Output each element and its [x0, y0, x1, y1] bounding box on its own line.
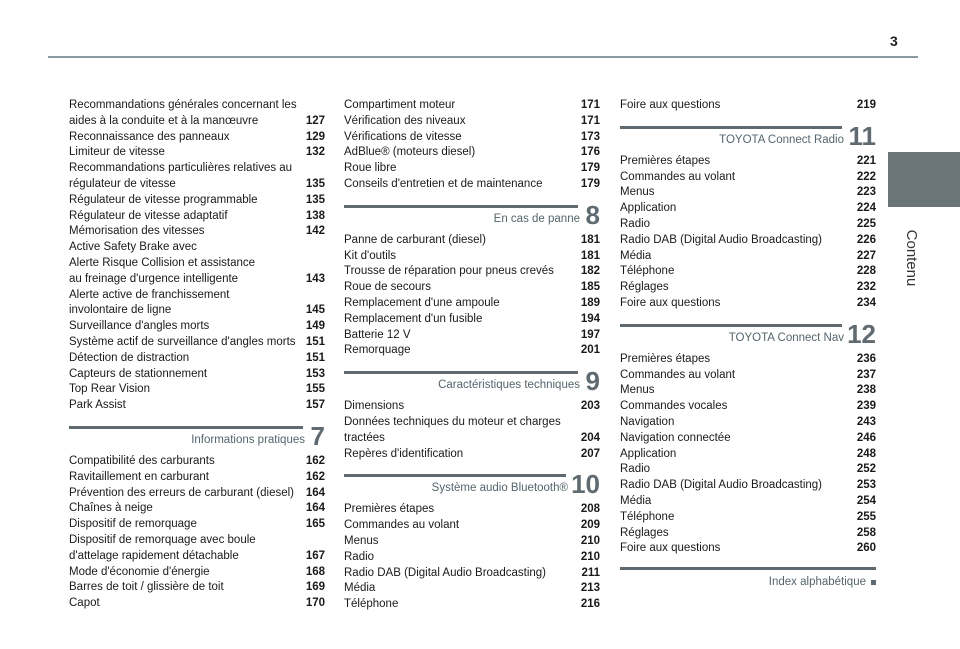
- toc-column-1: [69, 98, 325, 612]
- toc-entry[interactable]: [69, 161, 325, 177]
- toc-entry-page: 213: [580, 582, 600, 595]
- toc-entry-page: 173: [580, 130, 600, 143]
- toc-entry[interactable]: [344, 249, 600, 265]
- index-link[interactable]: [769, 575, 876, 591]
- toc-entry[interactable]: [620, 510, 876, 526]
- toc-entry[interactable]: [620, 399, 876, 415]
- toc-entry-page: 252: [856, 463, 876, 476]
- toc-entry[interactable]: [620, 352, 876, 368]
- toc-entry-title: Premières étapes: [344, 503, 435, 516]
- toc-entry-title: Foire aux questions: [620, 296, 721, 309]
- toc-entry-page: 208: [580, 503, 600, 516]
- toc-entry-page: 237: [856, 368, 876, 381]
- toc-entry-page: 221: [856, 154, 876, 167]
- toc-entry[interactable]: [344, 130, 600, 146]
- toc-entry-title: Reconnaissance des panneaux: [69, 130, 230, 143]
- toc-entry[interactable]: [344, 581, 600, 597]
- toc-entry-title: Mode d'économie d'énergie: [69, 565, 210, 578]
- toc-entry[interactable]: [620, 233, 876, 249]
- toc-entry[interactable]: [620, 154, 876, 170]
- toc-entry-page: 246: [856, 431, 876, 444]
- toc-entry[interactable]: [344, 296, 600, 312]
- toc-entry-title: Commandes au volant: [620, 368, 736, 381]
- toc-entry[interactable]: [344, 264, 600, 280]
- toc-entry[interactable]: [620, 185, 876, 201]
- toc-entry-page: 203: [580, 400, 600, 413]
- toc-entry-title: Capteurs de stationnement: [69, 367, 208, 380]
- toc-entry-title: Prévention des erreurs de carburant (diesel): [69, 486, 295, 499]
- toc-entry[interactable]: [344, 447, 600, 463]
- toc-entry[interactable]: [69, 98, 325, 114]
- section-rule: [69, 426, 303, 429]
- toc-entry[interactable]: [69, 145, 325, 161]
- section-number: 10: [571, 469, 600, 500]
- toc-entry-title: Roue de secours: [344, 281, 431, 294]
- toc-entry[interactable]: [344, 534, 600, 550]
- toc-entry-page: 145: [305, 304, 325, 317]
- toc-entry-title: Ravitaillement en carburant: [69, 470, 209, 483]
- toc-entry-page: 168: [305, 565, 325, 578]
- toc-entry[interactable]: [620, 98, 876, 114]
- toc-entry-title: aides à la conduite et à la manœuvre: [69, 114, 259, 127]
- toc-entry-page: 135: [305, 193, 325, 206]
- section-title: TOYOTA Connect Nav: [728, 331, 844, 344]
- toc-entry-page: 149: [305, 320, 325, 333]
- section-7-header: [69, 420, 325, 451]
- toc-entry-page: 127: [305, 114, 325, 127]
- toc-entry-page: 210: [580, 534, 600, 547]
- toc-entry-page: 182: [580, 265, 600, 278]
- toc-entry-page: 223: [856, 186, 876, 199]
- toc-entry[interactable]: [69, 114, 325, 130]
- toc-entry-title: Trousse de réparation pour pneus crevés: [344, 265, 554, 278]
- toc-entry[interactable]: [620, 217, 876, 233]
- toc-entry-title: Barres de toit / glissière de toit: [69, 581, 224, 594]
- toc-entry-title: Réglages: [620, 281, 669, 294]
- section-number: 8: [585, 199, 600, 230]
- toc-entry-page: 194: [580, 312, 600, 325]
- toc-entry[interactable]: [620, 264, 876, 280]
- toc-entry-page: 248: [856, 447, 876, 460]
- toc-entry-title: Menus: [344, 534, 379, 547]
- toc-entry[interactable]: [69, 367, 325, 383]
- toc-entry-page: 151: [305, 335, 325, 348]
- toc-entry-page: 207: [580, 447, 600, 460]
- toc-entry[interactable]: [69, 288, 325, 304]
- toc-entry-title: AdBlue® (moteurs diesel): [344, 146, 476, 159]
- toc-entry[interactable]: [620, 541, 876, 557]
- toc-entry-page: 204: [580, 431, 600, 444]
- toc-entry[interactable]: [69, 224, 325, 240]
- side-tab-label: Contenu: [903, 229, 920, 287]
- toc-entry-title: Menus: [620, 186, 655, 199]
- toc-entry[interactable]: [344, 145, 600, 161]
- toc-entry-title: au freinage d'urgence intelligente: [69, 272, 239, 285]
- toc-entry[interactable]: [620, 462, 876, 478]
- toc-entry-title: Vérifications de vitesse: [344, 130, 462, 143]
- side-tab[interactable]: [888, 152, 960, 207]
- toc-entry-page: 170: [305, 597, 325, 610]
- toc-entry-title: Repères d'identification: [344, 447, 464, 460]
- toc-entry-title: Park Assist: [69, 399, 126, 412]
- toc-entry[interactable]: [69, 454, 325, 470]
- toc-entry-page: 239: [856, 400, 876, 413]
- toc-entry-page: 225: [856, 217, 876, 230]
- toc-entry[interactable]: [620, 201, 876, 217]
- toc-entry-title: Détection de distraction: [69, 351, 190, 364]
- toc-entry-page: 157: [305, 399, 325, 412]
- toc-entry-title: Téléphone: [620, 265, 675, 278]
- toc-entry[interactable]: [344, 431, 600, 447]
- index-header[interactable]: [620, 567, 876, 589]
- toc-entry-title: Média: [620, 494, 652, 507]
- section-number: 11: [848, 120, 876, 151]
- toc-entry-title: Capot: [69, 597, 100, 610]
- toc-entry-title: Dimensions: [344, 400, 405, 413]
- toc-entry-page: 211: [581, 566, 600, 579]
- toc-entry[interactable]: [344, 177, 600, 193]
- toc-entry-page: 138: [305, 209, 325, 222]
- toc-entry[interactable]: [344, 415, 600, 431]
- toc-entry-title: Mémorisation des vitesses: [69, 225, 205, 238]
- toc-entry-page: 238: [856, 384, 876, 397]
- toc-entry-title: Régulateur de vitesse adaptatif: [69, 209, 228, 222]
- side-tab-label-box: [870, 208, 960, 308]
- toc-entry-page: 216: [580, 598, 600, 611]
- toc-entry-title: Radio: [344, 550, 375, 563]
- toc-entry-title: régulateur de vitesse: [69, 177, 176, 190]
- toc-entry-title: Réglages: [620, 526, 669, 539]
- toc-entry-title: Vérification des niveaux: [344, 114, 466, 127]
- toc-entry-page: 227: [856, 249, 876, 262]
- toc-entry-page: 209: [580, 519, 600, 532]
- toc-entry[interactable]: [620, 447, 876, 463]
- toc-entry-title: Remplacement d'une ampoule: [344, 296, 500, 309]
- toc-entry-title: Radio: [620, 463, 651, 476]
- index-label: Index alphabétique: [768, 576, 866, 589]
- toc-entry-page: 189: [580, 296, 600, 309]
- toc-entry[interactable]: [69, 382, 325, 398]
- toc-entry-page: 254: [856, 494, 876, 507]
- toc-entry[interactable]: [344, 597, 600, 613]
- toc-entry[interactable]: [69, 335, 325, 351]
- toc-entry[interactable]: [69, 272, 325, 288]
- toc-entry-title: Limiteur de vitesse: [69, 146, 165, 159]
- toc-entry-page: 234: [856, 296, 876, 309]
- toc-entry-title: Alerte active de franchissement: [69, 288, 230, 301]
- toc-entry-page: 201: [580, 344, 600, 357]
- toc-entry-title: Application: [620, 447, 677, 460]
- toc-entry[interactable]: [344, 312, 600, 328]
- toc-entry-title: Batterie 12 V: [344, 328, 411, 341]
- toc-entry[interactable]: [620, 383, 876, 399]
- toc-entry[interactable]: [69, 470, 325, 486]
- toc-entry-page: 169: [305, 581, 325, 594]
- toc-entry-title: Navigation: [620, 415, 675, 428]
- toc-entry-title: Commandes au volant: [620, 170, 736, 183]
- toc-entry-title: Application: [620, 202, 677, 215]
- toc-entry-page: 171: [580, 114, 600, 127]
- toc-entry-page: 162: [305, 470, 325, 483]
- toc-entry[interactable]: [620, 478, 876, 494]
- toc-entry-page: 181: [580, 233, 600, 246]
- toc-entry[interactable]: [69, 240, 325, 256]
- toc-entry[interactable]: [620, 280, 876, 296]
- toc-entry-page: 255: [856, 510, 876, 523]
- toc-entry-title: Alerte Risque Collision et assistance: [69, 256, 256, 269]
- toc-entry[interactable]: [620, 296, 876, 312]
- section-8-header: [344, 199, 600, 230]
- toc-entry-page: 228: [856, 265, 876, 278]
- toc-entry[interactable]: [69, 398, 325, 414]
- toc-entry[interactable]: [344, 502, 600, 518]
- toc-column-2: [344, 98, 600, 613]
- toc-entry-title: Recommandations générales concernant les: [69, 99, 297, 111]
- toc-entry-title: Surveillance d'angles morts: [69, 320, 210, 333]
- toc-entry[interactable]: [344, 280, 600, 296]
- toc-entry-title: Média: [344, 582, 376, 595]
- toc-entry-page: 164: [305, 486, 325, 499]
- toc-entry-title: Remplacement d'un fusible: [344, 312, 483, 325]
- toc-entry-title: Navigation connectée: [620, 431, 731, 444]
- toc-entry[interactable]: [69, 533, 325, 549]
- section-number: 7: [310, 420, 325, 451]
- toc-column-3: [620, 98, 876, 589]
- toc-entry[interactable]: [344, 566, 600, 582]
- toc-entry-title: Top Rear Vision: [69, 383, 150, 396]
- toc-entry[interactable]: [69, 565, 325, 581]
- toc-entry-page: 171: [580, 99, 600, 111]
- toc-entry-title: Conseils d'entretien et de maintenance: [344, 177, 543, 190]
- toc-entry-page: 143: [305, 272, 325, 285]
- toc-entry-title: Compartiment moteur: [344, 99, 456, 111]
- toc-entry[interactable]: [620, 249, 876, 265]
- toc-entry[interactable]: [69, 580, 325, 596]
- toc-entry-title: Active Safety Brake avec: [69, 241, 197, 254]
- toc-entry[interactable]: [344, 161, 600, 177]
- section-rule: [344, 371, 578, 374]
- toc-entry[interactable]: [344, 98, 600, 114]
- section-title: Caractéristiques techniques: [438, 379, 580, 392]
- section-11-header: [620, 120, 876, 151]
- toc-entry[interactable]: [69, 517, 325, 533]
- toc-entry[interactable]: [344, 550, 600, 566]
- toc-entry-page: 236: [856, 352, 876, 365]
- toc-entry-page: 129: [305, 130, 325, 143]
- toc-entry-title: Compatibilité des carburants: [69, 454, 215, 467]
- section-rule: [344, 474, 566, 477]
- toc-entry-title: Régulateur de vitesse programmable: [69, 193, 258, 206]
- toc-entry-page: 219: [856, 99, 876, 111]
- section-12-header: [620, 318, 876, 349]
- section-title: Informations pratiques: [191, 433, 305, 446]
- toc-entry-title: Panne de carburant (diesel): [344, 233, 486, 246]
- toc-entry[interactable]: [620, 415, 876, 431]
- toc-entry-page: 185: [580, 281, 600, 294]
- toc-entry-page: 243: [856, 415, 876, 428]
- toc-entry[interactable]: [620, 494, 876, 510]
- toc-entry-page: 258: [856, 526, 876, 539]
- page-number: 3: [890, 33, 898, 49]
- toc-entry-title: Chaînes à neige: [69, 502, 153, 515]
- toc-entry[interactable]: [620, 170, 876, 186]
- section-title: TOYOTA Connect Radio: [719, 133, 844, 146]
- toc-entry[interactable]: [69, 501, 325, 517]
- toc-entry[interactable]: [69, 256, 325, 272]
- toc-entry-page: 226: [856, 233, 876, 246]
- toc-entry-title: tractées: [344, 431, 385, 444]
- section-9-header: [344, 366, 600, 397]
- toc-entry-page: 253: [856, 479, 876, 492]
- toc-entry-page: 210: [580, 550, 600, 563]
- section-number: 12: [847, 318, 876, 349]
- toc-entry-title: Recommandations particulières relatives au: [69, 162, 293, 175]
- toc-entry-title: Menus: [620, 384, 655, 397]
- toc-entry[interactable]: [344, 233, 600, 249]
- toc-entry[interactable]: [620, 526, 876, 542]
- toc-entry-page: 155: [305, 383, 325, 396]
- toc-entry[interactable]: [69, 486, 325, 502]
- toc-entry-title: Données techniques du moteur et charges: [344, 415, 561, 428]
- toc-entry-page: 162: [305, 454, 325, 467]
- toc-entry-page: 135: [305, 177, 325, 190]
- square-bullet-icon: [871, 580, 876, 585]
- toc-entry-page: 153: [305, 367, 325, 380]
- toc-entry[interactable]: [620, 368, 876, 384]
- section-rule: [620, 126, 842, 129]
- top-rule: [48, 56, 918, 58]
- toc-entry-page: 181: [580, 249, 600, 262]
- toc-entry-page: 179: [580, 177, 600, 190]
- toc-entry-page: 132: [305, 146, 325, 159]
- toc-entry-title: Téléphone: [620, 510, 675, 523]
- toc-entry-page: 222: [856, 170, 876, 183]
- toc-entry-title: Foire aux questions: [620, 542, 721, 555]
- toc-entry-title: Foire aux questions: [620, 99, 721, 111]
- toc-entry-title: Radio DAB (Digital Audio Broadcasting): [620, 233, 822, 246]
- toc-entry-title: Commandes vocales: [620, 400, 728, 413]
- section-rule: [344, 205, 578, 208]
- toc-entry[interactable]: [69, 303, 325, 319]
- toc-entry[interactable]: [69, 351, 325, 367]
- toc-entry-title: Dispositif de remorquage avec boule: [69, 533, 256, 546]
- toc-entry-page: 179: [580, 162, 600, 175]
- toc-entry-title: Média: [620, 249, 652, 262]
- toc-entry[interactable]: [69, 596, 325, 612]
- section-number: 9: [585, 366, 600, 397]
- toc-entry-title: Commandes au volant: [344, 519, 460, 532]
- toc-entry-page: 165: [305, 518, 325, 531]
- toc-entry-title: Premières étapes: [620, 352, 711, 365]
- toc-entry[interactable]: [69, 549, 325, 565]
- toc-entry[interactable]: [620, 431, 876, 447]
- toc-entry-page: 232: [856, 281, 876, 294]
- section-rule: [620, 324, 842, 327]
- toc-entry[interactable]: [69, 130, 325, 146]
- toc-entry[interactable]: [69, 319, 325, 335]
- toc-entry-page: 260: [856, 542, 876, 555]
- toc-entry-page: 176: [580, 146, 600, 159]
- toc-entry[interactable]: [344, 518, 600, 534]
- toc-entry-title: Roue libre: [344, 162, 397, 175]
- toc-entry-page: 197: [580, 328, 600, 341]
- toc-entry-page: 142: [305, 225, 325, 238]
- toc-entry-title: Radio: [620, 217, 651, 230]
- toc-entry-page: 224: [856, 202, 876, 215]
- toc-entry-title: Radio DAB (Digital Audio Broadcasting): [344, 566, 546, 579]
- section-10-header: [344, 469, 600, 500]
- toc-entry-title: Dispositif de remorquage: [69, 518, 197, 531]
- toc-entry-title: Kit d'outils: [344, 249, 397, 262]
- toc-entry[interactable]: [69, 193, 325, 209]
- toc-entry[interactable]: [344, 328, 600, 344]
- toc-entry-page: 164: [305, 502, 325, 515]
- toc-entry-title: involontaire de ligne: [69, 304, 172, 317]
- toc-entry-title: Premières étapes: [620, 154, 711, 167]
- toc-entry-title: Radio DAB (Digital Audio Broadcasting): [620, 479, 822, 492]
- section-rule: [620, 567, 876, 570]
- toc-entry[interactable]: [69, 177, 325, 193]
- toc-entry[interactable]: [69, 209, 325, 225]
- toc-entry[interactable]: [344, 343, 600, 359]
- section-title: Système audio Bluetooth®: [431, 482, 568, 495]
- toc-entry-page: 167: [305, 549, 325, 562]
- toc-entry-title: Remorquage: [344, 344, 411, 357]
- toc-entry[interactable]: [344, 399, 600, 415]
- toc-entry-title: Système actif de surveillance d'angles morts: [69, 335, 296, 348]
- toc-entry-page: 151: [305, 351, 325, 364]
- toc-entry[interactable]: [344, 114, 600, 130]
- toc-entry-title: d'attelage rapidement détachable: [69, 549, 239, 562]
- section-title: En cas de panne: [493, 212, 580, 225]
- toc-entry-title: Téléphone: [344, 598, 399, 611]
